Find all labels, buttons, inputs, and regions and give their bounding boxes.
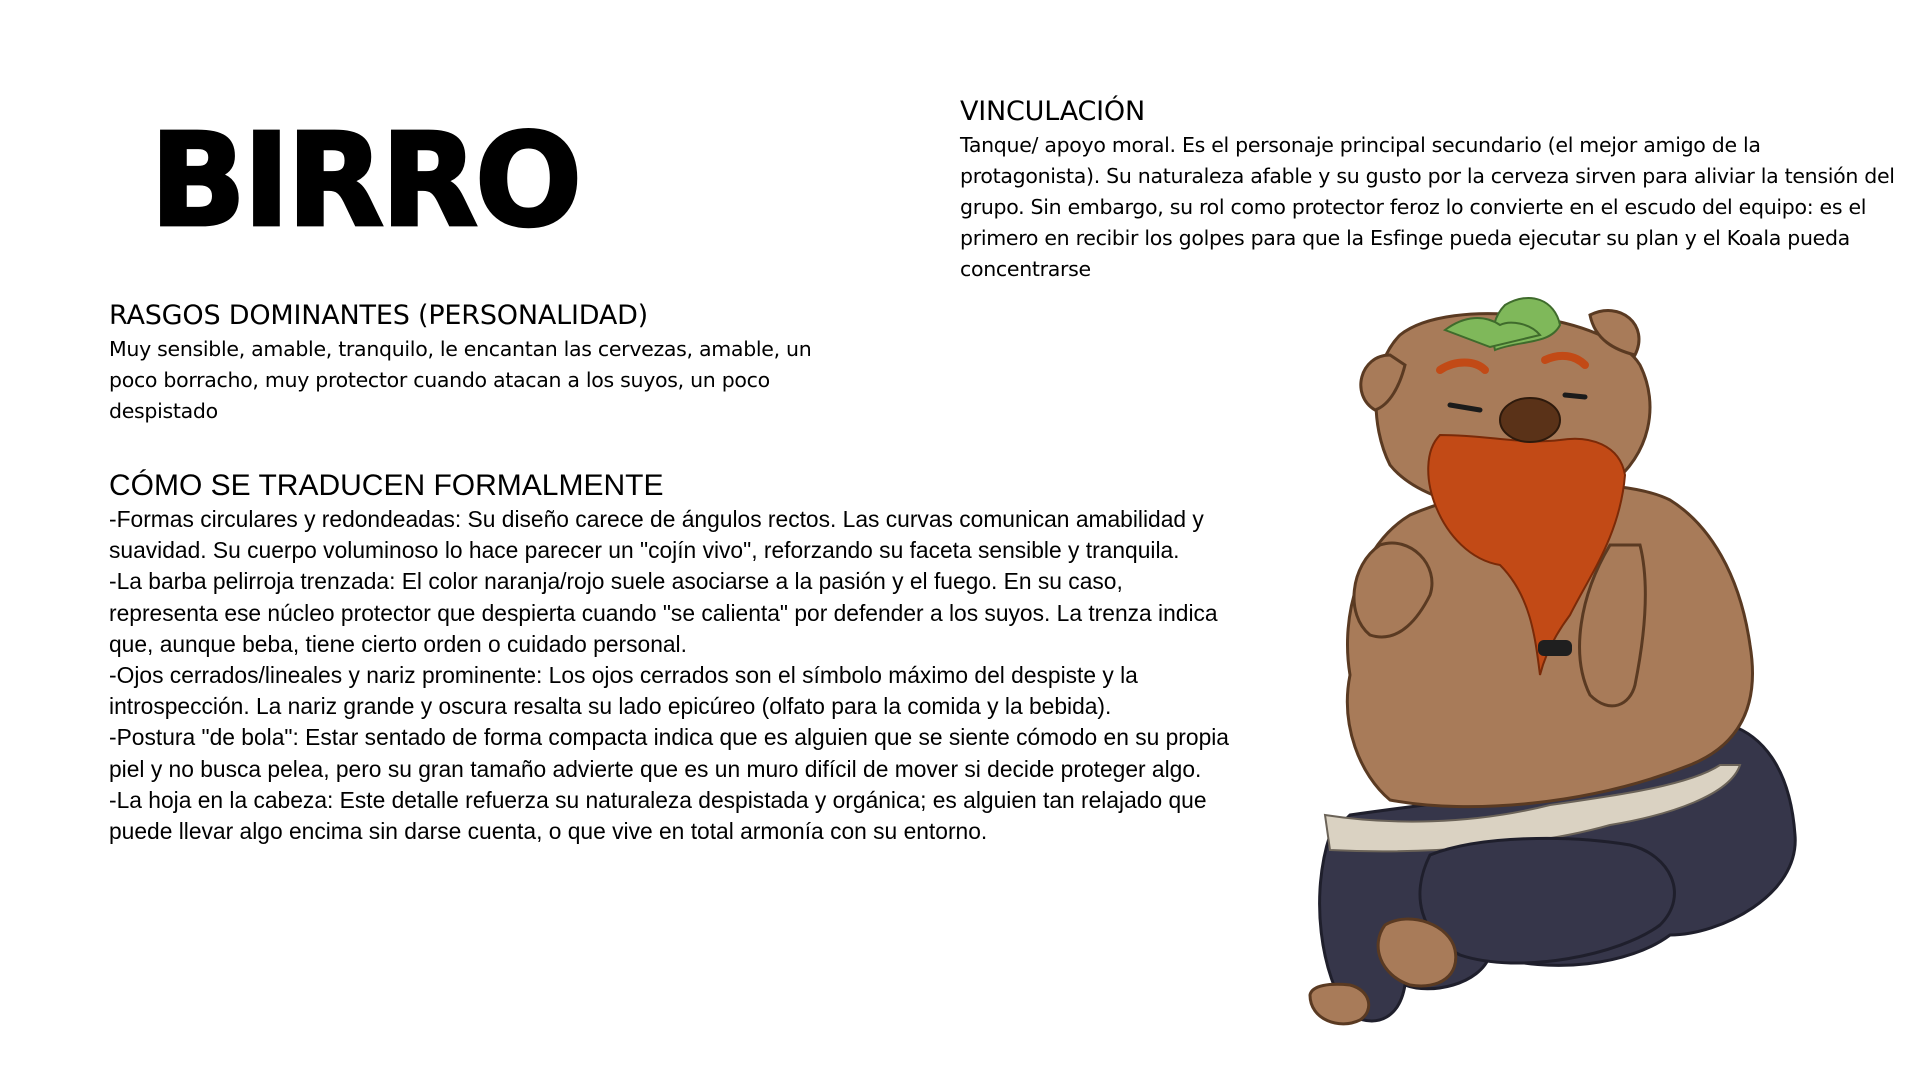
formal-item-round-shapes: -Formas circulares y redondeadas: Su diseño carece de ángulos rectos. Las curvas comunican amabilidad y suavidad. Su cuerpo voluminoso lo hace parecer un "cojín vivo", reforzando su faceta sensible y tranquila. <box>109 506 1204 564</box>
bear-foot-back <box>1310 984 1369 1024</box>
bear-braid-band <box>1538 640 1572 656</box>
bear-eye-right <box>1565 395 1585 397</box>
formal-item-leaf: -La hoja en la cabeza: Este detalle refuerza su naturaleza despistada y orgánica; es alguien tan relajado que puede llevar algo encima sin darse cuenta, o que vive en total armonía con su entorno. <box>109 786 1207 845</box>
rasgos-heading: RASGOS DOMINANTES (PERSONALIDAD) <box>109 300 649 331</box>
character-name-title: BIRRO <box>150 105 580 256</box>
bear-nose <box>1500 398 1560 442</box>
rasgos-body: Muy sensible, amable, tranquilo, le encantan las cervezas, amable, un poco borracho, muy protector cuando atacan a los suyos, un poco despistado <box>109 337 812 423</box>
formal-item-eyes-nose: -Ojos cerrados/lineales y nariz prominente: Los ojos cerrados son el símbolo máximo del despiste y la introspección. La nariz grande y oscura resalta su lado epicúreo (olfato para la comida y la bebida). <box>109 662 1138 720</box>
formal-item-braided-beard: -La barba pelirroja trenzada: El color naranja/rojo suele asociarse a la pasión y el fuego. En su caso, representa ese núcleo protector que despierta cuando "se calienta" por defender a los suyos. La trenza indica que, aunque beba, tiene cierto orden o cuidado personal. <box>109 568 1218 657</box>
vinculacion-heading: VINCULACIÓN <box>960 96 1145 127</box>
vinculacion-section <box>960 94 1900 285</box>
formal-translation-heading: CÓMO SE TRADUCEN FORMALMENTE <box>109 469 664 502</box>
rasgos-section <box>109 298 849 427</box>
bear-character-illustration <box>1290 295 1830 1035</box>
vinculacion-body: Tanque/ apoyo moral. Es el personaje principal secundario (el mejor amigo de la protagonista). Su naturaleza afable y su gusto por la cerveza sirven para aliviar la tensión del grupo. Sin embargo, su rol como protector feroz lo convierte en el escudo del equipo: es el primero en recibir los golpes para que la Esfinge pueda ejecutar su plan y el Koala pueda concentrarse <box>960 133 1895 281</box>
formal-item-ball-posture: -Postura "de bola": Estar sentado de forma compacta indica que es alguien que se siente cómodo en su propia piel y no busca pelea, pero su gran tamaño advierte que es un muro difícil de mover si decide proteger algo. <box>109 724 1229 782</box>
formal-translation-section <box>109 468 1229 847</box>
